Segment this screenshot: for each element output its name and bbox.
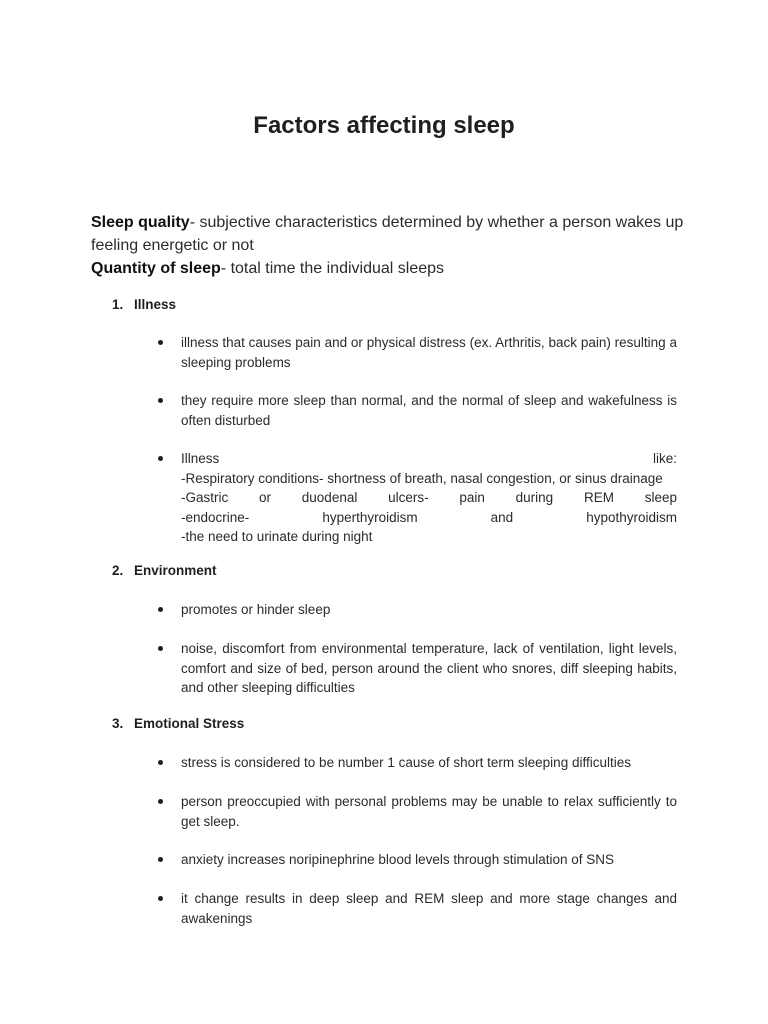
term-sleep-quality: Sleep quality: [91, 214, 190, 231]
list-item-text: person preoccupied with personal problems may be unable to relax sufficiently to get sleep.: [181, 794, 677, 829]
section-number: 2.: [112, 563, 124, 578]
list-item-text: stress is considered to be number 1 cause of short term sleeping difficulties: [181, 755, 631, 770]
section-heading-illness: [112, 297, 176, 312]
list-item: [158, 850, 677, 870]
page-title: Factors affecting sleep: [253, 112, 515, 139]
list-item-text: promotes or hinder sleep: [181, 602, 331, 617]
bullet-icon: [158, 857, 163, 862]
bullet-icon: [158, 760, 163, 765]
list-item-text: [181, 449, 677, 547]
list-item-text: they require more sleep than normal, and the normal of sleep and wakefulness is often disturbed: [181, 393, 677, 428]
bullet-icon: [158, 646, 163, 651]
bullet-icon: [158, 799, 163, 804]
section-title: Environment: [134, 563, 217, 578]
definition-quantity-of-sleep: [91, 257, 691, 280]
section-number: 1.: [112, 297, 124, 312]
bullet-icon: [158, 896, 163, 901]
list-item-text: illness that causes pain and or physical distress (ex. Arthritis, back pain) resulting a sleeping problems: [181, 335, 677, 370]
list-item: [158, 600, 677, 620]
list-item-text: noise, discomfort from environmental temperature, lack of ventilation, light levels, comfort and size of bed, person around the client who snores, diff sleeping habits, and other sleeping difficulties: [181, 641, 677, 695]
illness-like-line: -Respiratory conditions- shortness of breath, nasal congestion, or sinus drainage: [181, 470, 663, 486]
list-item: [158, 753, 677, 773]
list-item: [158, 889, 677, 928]
list-item-illness-like: [158, 449, 677, 547]
list-item-text: anxiety increases noripinephrine blood levels through stimulation of SNS: [181, 852, 614, 867]
bullet-icon: [158, 340, 163, 345]
term-quantity-of-sleep: Quantity of sleep: [91, 260, 221, 277]
section-title: Emotional Stress: [134, 716, 245, 731]
illness-like-line: Illness like:: [181, 451, 677, 466]
list-item: [158, 792, 677, 831]
def-quantity-of-sleep: - total time the individual sleeps: [220, 260, 445, 277]
illness-like-line: -Gastric or duodenal ulcers- pain during REM sleep: [181, 490, 677, 505]
section-heading-emotional-stress: [112, 716, 244, 731]
bullet-icon: [158, 456, 163, 461]
section-title: Illness: [134, 297, 177, 312]
list-item-text: it change results in deep sleep and REM sleep and more stage changes and awakenings: [181, 891, 677, 926]
illness-like-line: -endocrine- hyperthyroidism and hypothyroidism: [181, 509, 677, 525]
intro-definitions: [91, 211, 691, 280]
illness-like-line: -the need to urinate during night: [181, 529, 373, 544]
list-item: [158, 333, 677, 372]
list-item: [158, 391, 677, 430]
bullet-icon: [158, 398, 163, 403]
section-heading-environment: [112, 563, 217, 578]
section-number: 3.: [112, 716, 124, 731]
definition-sleep-quality: [91, 211, 691, 257]
def-sleep-quality: - subjective characteristics determined by whether a person wakes up feeling energetic or not: [91, 214, 684, 254]
list-item: [158, 639, 677, 698]
bullet-icon: [158, 607, 163, 612]
